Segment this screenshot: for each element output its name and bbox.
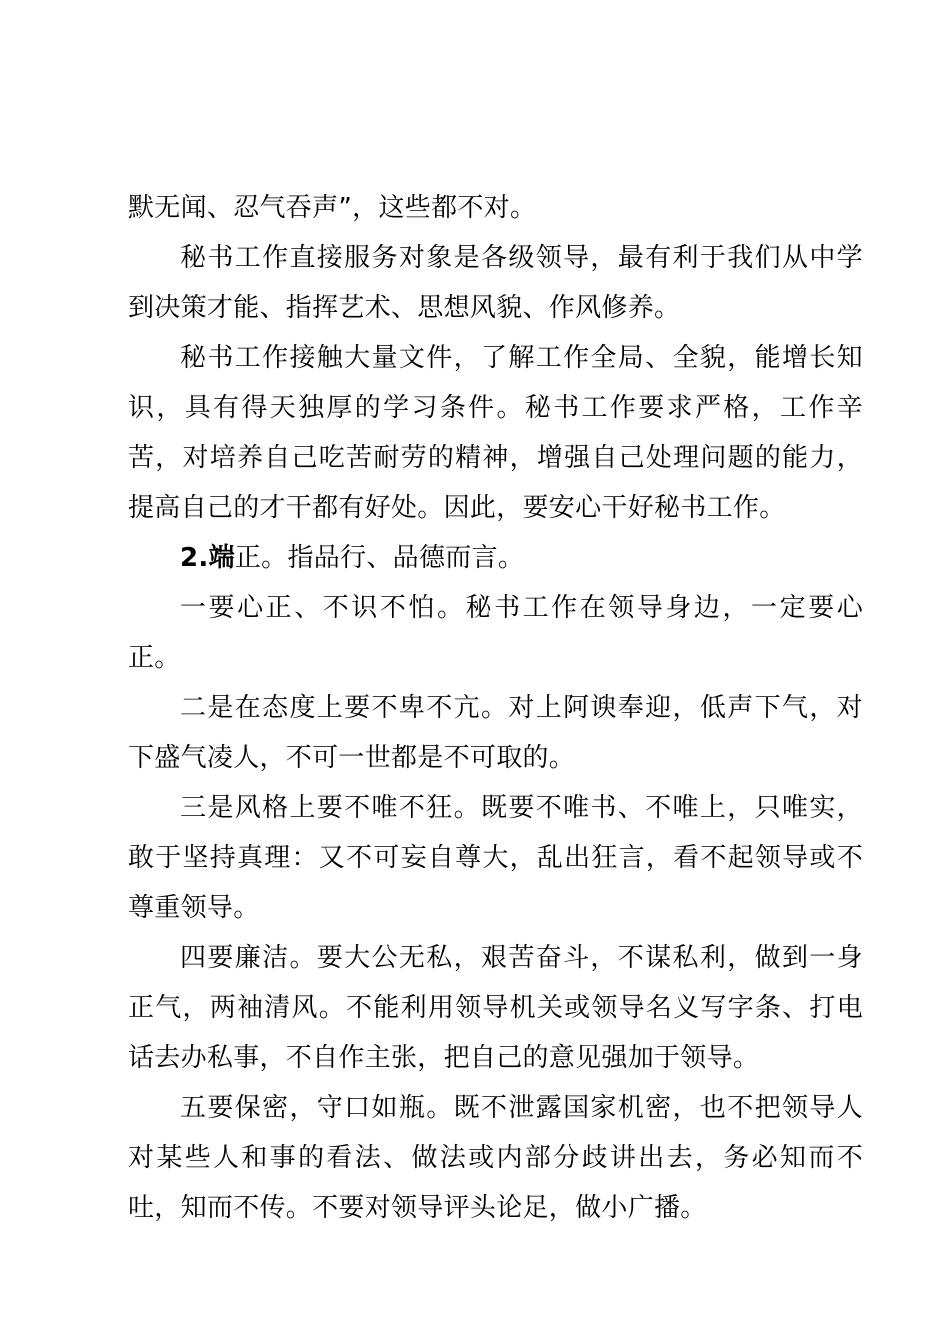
paragraph-text: 秘书工作接触大量文件，了解工作全局、全貌，能增长知识，具有得天独厚的学习条件。秘书工作要求严格，工作辛苦，对培养自己吃苦耐劳的精神，增强自己处理问题的能力，提高自己的才干都有好处。因此，要安心干好秘书工作。 [128,343,863,523]
paragraph-8 [128,933,863,1083]
paragraph-5 [128,583,863,683]
paragraph-6 [128,683,863,783]
paragraph-text: 默无闻、忍气吞声”，这些都不对。 [128,193,537,223]
paragraph-text: 五要保密，守口如瓶。既不泄露国家机密，也不把领导人对某些人和事的看法、做法或内部分歧讲出去，务必知而不吐，知而不传。不要对领导评头论足，做小广播。 [128,1093,863,1223]
paragraph-2 [128,233,863,333]
section-number: 2.端 [180,543,235,573]
paragraph-text: 秘书工作直接服务对象是各级领导，最有利于我们从中学到决策才能、指挥艺术、思想风貌、作风修养。 [128,243,863,323]
paragraph-text: 四要廉洁。要大公无私，艰苦奋斗，不谋私利，做到一身正气，两袖清风。不能利用领导机关或领导名义写字条、打电话去办私事，不自作主张，把自己的意见强加于领导。 [128,943,863,1073]
paragraph-3 [128,333,863,533]
paragraph-4 [128,533,863,583]
body-text [128,183,863,1233]
paragraph-text: 三是风格上要不唯不狂。既要不唯书、不唯上，只唯实，敢于坚持真理：又不可妄自尊大，乱出狂言，看不起领导或不尊重领导。 [128,793,863,923]
paragraph-7 [128,783,863,933]
paragraph-text: 一要心正、不识不怕。秘书工作在领导身边，一定要心正。 [128,593,863,673]
paragraph-text: 二是在态度上要不卑不亢。对上阿谀奉迎，低声下气，对下盛气凌人，不可一世都是不可取的。 [128,693,863,773]
paragraph-9 [128,1083,863,1233]
paragraph-1 [128,183,863,233]
paragraph-text: 正。指品行、品德而言。 [234,543,525,573]
